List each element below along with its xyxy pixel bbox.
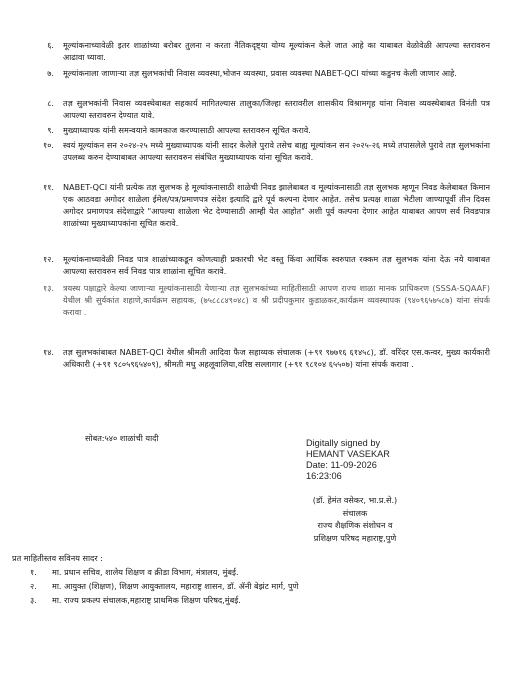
item-text: NABET-QCI यांनी प्रत्येक तज्ञ सुलभक हे मूल्यांकनासाठी शाळेची निवड झालेबाबत व मूल्यांकनासाठी तज्ञ सुलभक म्हणून निवड केलेबाबत किमान एक आठवडा अगोदर शाळेला ईमेल/पत्र/प्रमाणपत्र संदेश इत्यादि द्वारे पूर्व कल्पना देणार आहेत. तसेच प्रत्यक्ष शाळा भेटीला जाण्यापूर्वी तीन दिवस अगोदर प्रमाणपत्र संदेशाद्वारे "आपल्या शाळेला भेट देण्यासाठी आम्ही येत आहोत" अशी पूर्व कल्पना देणार आहेत याबाबत आपण सर्व निवडपात्र शाळांच्या मुख्याध्यापकांना सूचित करावे. (63, 182, 490, 229)
digital-signature-block (306, 438, 496, 486)
instruction-item-14 (28, 346, 490, 370)
copy-to-item (30, 580, 299, 592)
item-number: ९. (47, 125, 54, 135)
copy-to-number: २. (30, 581, 37, 591)
enclosure-note: सोबत:५४० शाळांची यादी (85, 433, 159, 443)
item-text: तज्ञ सुलभकांबाबत NABET-QCI येथील श्रीमती आदिवा फैज सहाय्यक संचालक (+९१ ९७७१६ ६१४५८), डॉ. वरिंदर एस.कन्वर, मुख्य कार्यकारी अधिकारी (+९१ ९८०५९६५४०९), श्रीमती मधु अहलूवालिया,वरिष्ठ सल्लागार (+९१ ९८१०४ ६५५०७) यांना संपर्क करावा . (63, 347, 490, 370)
signature-name: HEMANT VASEKAR (306, 449, 390, 459)
copy-to-number: १. (30, 567, 37, 577)
copy-to-item (30, 566, 239, 578)
officer-organization: राज्य शैक्षणिक संशोधन व (317, 520, 393, 530)
instruction-item-8 (28, 97, 490, 121)
item-number: १४. (43, 347, 54, 357)
officer-designation: संचालक (342, 507, 368, 518)
instruction-item-11 (28, 181, 490, 229)
item-text: स्वयं मूल्यांकन सन २०२४-२५ मध्ये मुख्याध्यापक यांनी सादर केलेले पुरावे तसेच बाह्य मूल्यांकन सन २०२५-२६ मध्ये तपासलेले पुरावे तज्ञ सुलभकांना उपलब्ध करुन देण्याबाबत आपल्या स्तरावरुन संबंधित मुख्याध्यापक यांना सूचित करावे. (63, 140, 490, 163)
instruction-item-13 (28, 282, 490, 318)
item-text: मूल्यांकनाला जाणाऱ्या तज्ञ सुलभकांची निवास व्यवस्था,भोजन व्यवस्था, प्रवास व्यवस्था NABET-QCI यांच्या कडुनच केली जाणार आहे. (63, 68, 457, 78)
copy-to-number: ३. (30, 595, 37, 605)
officer-name: (डॉ. हेमंत वसेकर, भा.प्र.से.) (312, 495, 398, 505)
instruction-item-10 (28, 139, 490, 163)
item-number: ७. (47, 68, 54, 78)
item-number: १३. (43, 283, 54, 293)
item-text: त्रयस्थ पक्षाद्वारे केल्या जाणाऱ्या मूल्यांकनासाठी येणाऱ्या तज्ञ सुलभकांच्या माहितीसाठी आपण राज्य शाळा मानक प्राधिकरण (SSSA-SQAAF) येथील श्री सुर्यकांत शहाणे,कार्यक्रम सहायक, (७५८८८४९०४८) व श्री प्रदीपकुमार कुडाळकर,कार्यक्रम व्यवस्थापक (९४०९६५७५८७) यांना संपर्क करावा . (63, 283, 490, 318)
item-text: मूल्यांकनाच्यावेळी निवड पात्र शाळांच्याकडून कोणत्याही प्रकारची भेट वस्तु किंवा आर्थिक स्वरुपात रक्कम तज्ञ सुलभक यांना देऊ नये याबाबत आपल्या स्तरावरुन सर्व निवड पात्र शाळांना सूचित करावे. (63, 254, 490, 277)
instruction-item-7 (28, 67, 490, 79)
item-text: मूल्यांकनाच्यावेळी इतर शाळांच्या बरोबर तुलना न करता नैतिकदृष्ट्या योग्य मूल्यांकन केले जात आहे का याबाबत वेळोवेळी आपल्या स्तरावरुन आढावा घ्यावा. (63, 40, 490, 63)
item-number: ११. (43, 182, 54, 192)
signature-line: Digitally signed by (306, 438, 381, 448)
instruction-item-6 (28, 39, 490, 63)
officer-organization-line2: प्रशिक्षण परिषद महाराष्ट्र,पुणे (313, 532, 397, 543)
item-text: मुख्याध्यापक यांनी समन्वयाने कामकाज करण्यासाठी आपल्या स्तरावरुन सूचित करावे. (63, 125, 311, 135)
item-number: ६. (47, 40, 54, 50)
copy-to-text: मा. प्रधान सचिव, शालेय शिक्षण व क्रीडा विभाग, मंत्रालय, मुंबई. (52, 567, 239, 577)
instruction-item-9 (28, 124, 490, 136)
item-text: तज्ञ सुलभकांनी निवास व्यवस्थेबाबत सहकार्य मागितल्यास तालुका/जिल्हा स्तरावरील शासकीय विश्रामगृह यांना निवास व्यवस्थेबाबत विनंती पत्र आपल्या स्तरावरुन देण्यात यावे. (63, 98, 490, 121)
signature-date: Date: 11-09-2026 (306, 460, 377, 470)
copy-to-text: मा. राज्य प्रकल्प संचालक,महाराष्ट्र प्राथमिक शिक्षण परिषद,मुंबई. (52, 595, 241, 605)
copy-to-text: मा. आयुक्त (शिक्षण), शिक्षण आयुक्तालय, महाराष्ट्र शासन, डॉ. ॲनी बेझंट मार्ग, पुणे (52, 581, 299, 591)
item-number: ८. (47, 98, 54, 108)
signature-time: 16:23:06 (306, 471, 342, 481)
copy-to-heading: प्रत माहितीस्तव सविनय सादर : (12, 553, 103, 563)
signing-officer (290, 494, 420, 544)
item-number: १२. (43, 254, 54, 264)
copy-to-item (30, 594, 241, 606)
instruction-item-12 (28, 253, 490, 277)
item-number: १०. (43, 140, 54, 150)
